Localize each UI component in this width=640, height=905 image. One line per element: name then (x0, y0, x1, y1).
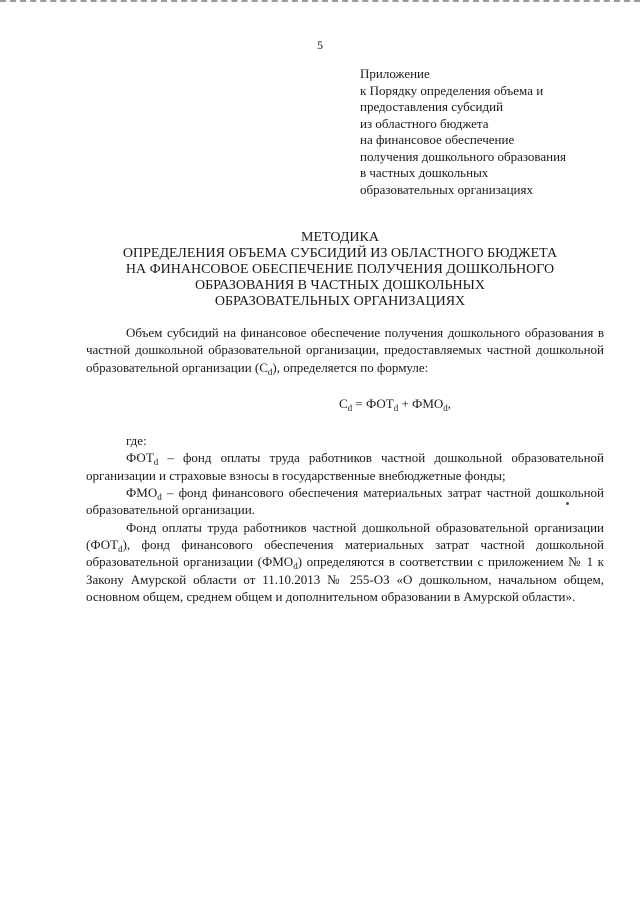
title-line: ОБРАЗОВАНИЯ В ЧАСТНЫХ ДОШКОЛЬНЫХ (195, 278, 485, 293)
subscript: d (118, 543, 123, 554)
appendix-line: на финансовое обеспечение (360, 132, 515, 147)
subscript: d (393, 402, 399, 413)
scan-speck (566, 502, 569, 505)
appendix-line: в частных дошкольных (360, 165, 489, 180)
title-line: ОБРАЗОВАТЕЛЬНЫХ ОРГАНИЗАЦИЯХ (214, 294, 466, 309)
fmo-def-text: – фонд финансового обеспечения материальных затрат частной дошкольной образовательной организации. (86, 485, 604, 518)
appendix-line: получения дошкольного образования (360, 148, 567, 164)
subscript: d (293, 561, 298, 572)
formula-lhs: С (338, 395, 348, 411)
intro-text-end: ), определяется по формуле: (272, 359, 429, 375)
subscript: d (267, 366, 273, 377)
subscript: d (347, 402, 353, 413)
formula (86, 395, 604, 412)
page-number: 5 (317, 38, 323, 52)
fot-def-text: – фонд оплаты труда работников частной дошкольной образовательной организации и страховые взносы в государственные внебюджетные фонды; (86, 450, 604, 483)
fmo-definition (86, 484, 604, 519)
appendix-line: к Порядку определения объема и (360, 82, 544, 98)
subscript: d (153, 457, 159, 468)
final-text: ), фонд финансового обеспечения материальных затрат частной дошкольной образовательной организации (ФМО (86, 536, 604, 570)
appendix-block (360, 66, 630, 198)
subscript: d (157, 492, 162, 503)
intro-paragraph (86, 324, 604, 376)
title-line: ОПРЕДЕЛЕНИЯ ОБЪЕМА СУБСИДИЙ ИЗ ОБЛАСТНОГО БЮДЖЕТА (122, 246, 558, 261)
document-title (90, 230, 590, 310)
title-line: НА ФИНАНСОВОЕ ОБЕСПЕЧЕНИЕ ПОЛУЧЕНИЯ ДОШКОЛЬНОГО (125, 262, 555, 277)
intro-text: Объем субсидий на финансовое обеспечение получения дошкольного образования в частной дошкольной образовательной организации, предоставляемых частной дошкольной образовательной организации (С (86, 325, 604, 375)
title-line: МЕТОДИКА (301, 230, 379, 245)
appendix-line: образовательных организациях (360, 181, 533, 197)
document-body (86, 324, 604, 605)
formula-term: = ФОТ (352, 395, 394, 411)
where-label: где: (126, 433, 147, 449)
fot-term: ФОТ (126, 450, 154, 466)
appendix-line: предоставления субсидий (360, 99, 504, 114)
fot-definition (86, 449, 604, 484)
final-paragraph (86, 519, 604, 605)
appendix-line: Приложение (360, 66, 430, 81)
subscript: d (443, 402, 448, 413)
formula-end: , (447, 395, 452, 411)
final-text: ) определяются в соответствии с приложением № 1 к Закону Амурской области от 11.10.2013 № 255-ОЗ «О дошкольном, начальном общем, основном общем, среднем общем и дополнительном образовании в Амурской области». (86, 554, 604, 604)
final-text: Фонд оплаты труда работников частной дошкольной образовательной организации (ФОТ (86, 519, 604, 552)
appendix-line: из областного бюджета (360, 115, 489, 131)
formula-term: + ФМО (398, 395, 444, 411)
fmo-term: ФМО (126, 485, 158, 501)
page-top-edge (0, 0, 640, 5)
